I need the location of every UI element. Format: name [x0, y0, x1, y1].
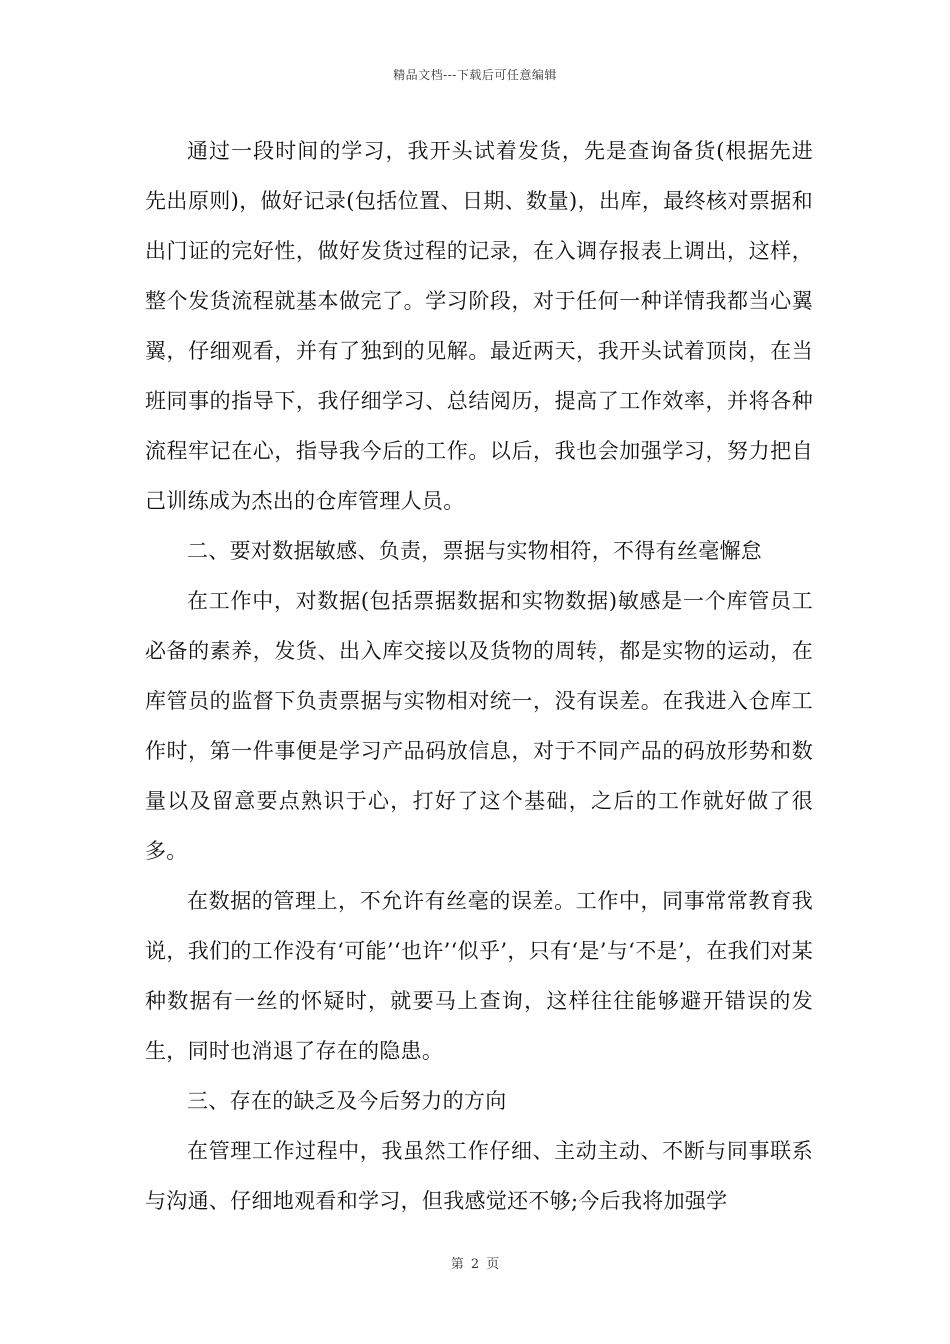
page-number: 第 2 页 [450, 1257, 500, 1272]
section-heading-shortcomings: 三、存在的缺乏及今后努力的方向 [187, 1089, 507, 1113]
paragraph-data-sensitivity: 在工作中，对数据(包括票据数据和实物数据)敏感是一个库管员工必备的素养，发货、出入库交接以及货物的周转，都是实物的运动，在库管员的监督下负责票据与实物相对统一，没有误差。在我进入仓库工作时，第一件事便是学习产品码放信息，对于不同产品的码放形势和数量以及留意要点熟识于心，打好了这个基础，之后的工作就好做了很多。 [145, 589, 813, 863]
page-header: 精品文档---下载后可任意编辑 [393, 68, 557, 82]
section-heading-data-sensitivity: 二、要对数据敏感、负责，票据与实物相符，不得有丝毫懈怠 [187, 539, 763, 563]
paragraph-data-management: 在数据的管理上，不允许有丝毫的误差。工作中，同事常常教育我说，我们的工作没有‘可能’‘也许’‘似乎’，只有‘是’与‘不是’，在我们对某种数据有一丝的怀疑时，就要马上查询，这样往往能够避开错误的发生，同时也消退了存在的隐患。 [145, 889, 813, 1063]
paragraph-shipping-learning: 通过一段时间的学习，我开头试着发货，先是查询备货(根据先进先出原则)，做好记录(包括位置、日期、数量)，出库，最终核对票据和出门证的完好性，做好发货过程的记录，在入调存报表上调出，这样，整个发货流程就基本做完了。学习阶段，对于任何一种详情我都当心翼翼，仔细观看，并有了独到的见解。最近两天，我开头试着顶岗，在当班同事的指导下，我仔细学习、总结阅历，提高了工作效率，并将各种流程牢记在心，指导我今后的工作。以后，我也会加强学习，努力把自己训练成为杰出的仓库管理人员。 [145, 139, 813, 513]
document-body [145, 126, 813, 1226]
paragraph-improvement: 在管理工作过程中，我虽然工作仔细、主动主动、不断与同事联系与沟通、仔细地观看和学习，但我感觉还不够;今后我将加强学 [145, 1139, 813, 1213]
